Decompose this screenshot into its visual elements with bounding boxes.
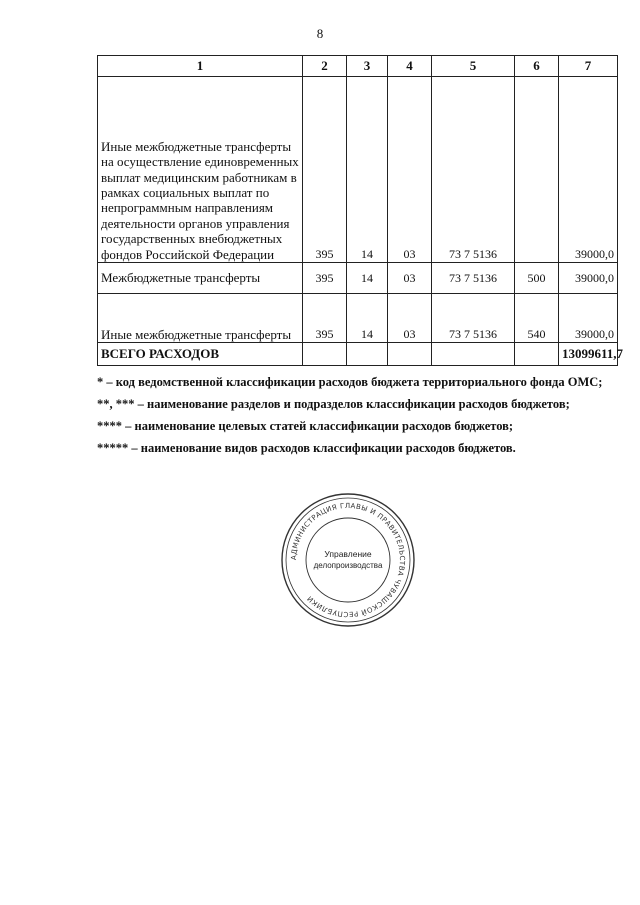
ministry-code-cell: 395 bbox=[303, 294, 347, 343]
official-stamp bbox=[278, 490, 418, 630]
subsection-cell: 03 bbox=[388, 294, 432, 343]
row-name-cell: Иные межбюджетные трансферты на осуществление единовременных выплат медицинским работникам в рамках социальных выплат по непрограммным направлениям деятельности органов управления государственных внебюджетных фондов Российской Федерации bbox=[98, 77, 303, 263]
empty-cell bbox=[432, 343, 515, 366]
table-row bbox=[98, 77, 618, 263]
subsection-cell: 03 bbox=[388, 77, 432, 263]
amount-cell: 39000,0 bbox=[559, 294, 618, 343]
amount-cell: 39000,0 bbox=[559, 263, 618, 294]
footnote: ***** – наименование видов расходов классификации расходов бюджетов. bbox=[97, 441, 516, 455]
footnote: **** – наименование целевых статей классификации расходов бюджетов; bbox=[97, 419, 514, 433]
section-cell: 14 bbox=[347, 77, 388, 263]
header-cell: 7 bbox=[559, 56, 618, 77]
total-label: ВСЕГО РАСХОДОВ bbox=[98, 343, 303, 366]
subsection-cell: 03 bbox=[388, 263, 432, 294]
expense-type-cell: 500 bbox=[515, 263, 559, 294]
target-item-cell: 73 7 5136 bbox=[432, 294, 515, 343]
header-cell: 3 bbox=[347, 56, 388, 77]
expense-type-cell bbox=[515, 77, 559, 263]
header-cell: 6 bbox=[515, 56, 559, 77]
target-item-cell: 73 7 5136 bbox=[432, 263, 515, 294]
total-amount: 13099611,7 bbox=[559, 343, 618, 366]
footnotes bbox=[97, 374, 619, 462]
page-number: 8 bbox=[316, 26, 324, 41]
footnote: * – код ведомственной классификации расходов бюджета территориального фонда ОМС; bbox=[97, 375, 603, 389]
header-cell: 4 bbox=[388, 56, 432, 77]
total-row bbox=[98, 343, 618, 366]
ministry-code-cell: 395 bbox=[303, 263, 347, 294]
table-row bbox=[98, 294, 618, 343]
ministry-code-cell: 395 bbox=[303, 77, 347, 263]
stamp-center-line2: делопроизводства bbox=[313, 561, 383, 570]
header-cell: 5 bbox=[432, 56, 515, 77]
empty-cell bbox=[388, 343, 432, 366]
expense-type-cell: 540 bbox=[515, 294, 559, 343]
table-row bbox=[98, 263, 618, 294]
expenses-table bbox=[97, 55, 624, 366]
row-name-cell: Иные межбюджетные трансферты bbox=[98, 294, 303, 343]
section-cell: 14 bbox=[347, 263, 388, 294]
stamp-ring-text: АДМИНИСТРАЦИЯ ГЛАВЫ И ПРАВИТЕЛЬСТВА ЧУВАШСКОЙ РЕСПУБЛИКИ bbox=[289, 501, 407, 619]
header-cell: 1 bbox=[98, 56, 303, 77]
empty-cell bbox=[515, 343, 559, 366]
footnote: **, *** – наименование разделов и подразделов классификации расходов бюджетов; bbox=[97, 397, 570, 411]
empty-cell bbox=[303, 343, 347, 366]
stamp-center-line1: Управление bbox=[324, 549, 372, 559]
section-cell: 14 bbox=[347, 294, 388, 343]
header-cell: 2 bbox=[303, 56, 347, 77]
empty-cell bbox=[347, 343, 388, 366]
target-item-cell: 73 7 5136 bbox=[432, 77, 515, 263]
amount-cell: 39000,0 bbox=[559, 77, 618, 263]
table-header-row bbox=[98, 56, 618, 77]
row-name-cell: Межбюджетные трансферты bbox=[98, 263, 303, 294]
